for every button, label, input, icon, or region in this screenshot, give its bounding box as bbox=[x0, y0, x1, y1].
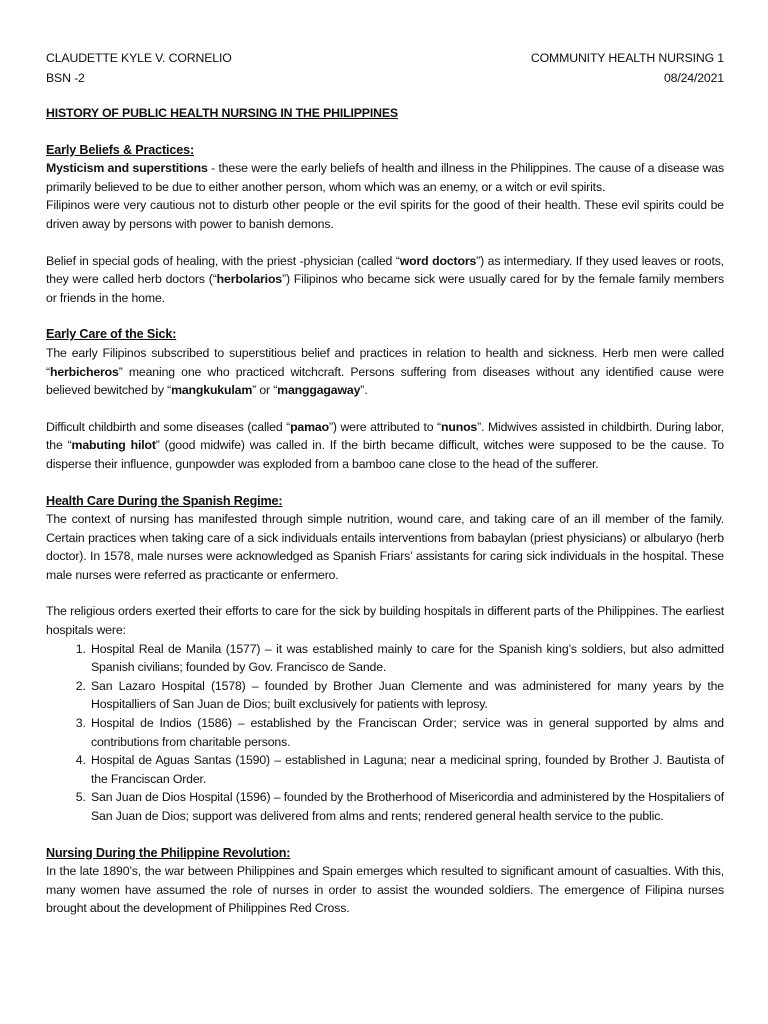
term-mangkukulam: mangkukulam bbox=[171, 383, 253, 398]
heading-early-beliefs: Early Beliefs & Practices: bbox=[46, 142, 195, 157]
heading-revolution: Nursing During the Philippine Revolution: bbox=[46, 845, 291, 860]
term-manggagaway: manggagaway bbox=[277, 383, 361, 398]
early-care-paragraph-2: Difficult childbirth and some diseases (called “pamao”) were attributed to “nunos”. Midwives assisted in childbirth. During labor, the “mabuting hilot” (good midwife) was called in. If the birth became difficult, witches were supposed to be the cause. To disperse their influence, gunpowder was exploded from a bamboo cane close to the head of the sufferer. bbox=[46, 419, 724, 471]
spanish-paragraph-1: The context of nursing has manifested through simple nutrition, wound care, and taking care of an ill member of the family. Certain practices when taking care of a sick individuals entails interventions from babaylan (priest physicians) or albularyo (herb doctor). In 1578, male nurses were acknowledged as Spanish Friars’ assistants for caring sick individuals in the hospital. These male nurses were referred as practicante or enfermero. bbox=[46, 512, 724, 582]
author-name: CLAUDETTE KYLE V. CORNELIO bbox=[46, 51, 232, 65]
list-item: 4. Hospital de Aguas Santas (1590) – established in Laguna; near a medicinal spring, founded by Brother J. Bautista of the Franciscan Order. bbox=[89, 751, 724, 788]
term-herbolarios: herbolarios bbox=[216, 272, 282, 287]
early-beliefs-paragraph-2: Filipinos were very cautious not to disturb other people or the evil spirits for the good of their health. These evil spirits could be driven away by persons with power to banish demons. bbox=[46, 198, 724, 231]
section-label: BSN -2 bbox=[46, 71, 85, 85]
term-pamao: pamao bbox=[290, 419, 329, 434]
term-herbicheros: herbicheros bbox=[49, 364, 119, 379]
term-nunos: nunos bbox=[440, 419, 478, 434]
header-row-1 bbox=[46, 48, 724, 68]
list-item: 1. Hospital Real de Manila (1577) – it was established mainly to care for the Spanish king’s soldiers, but also admitted Spanish civilians; founded by Gov. Francisco de Sande. bbox=[89, 640, 724, 677]
term-mysticism: Mysticism and superstitions bbox=[46, 161, 208, 176]
document-title: HISTORY OF PUBLIC HEALTH NURSING IN THE PHILIPPINES bbox=[46, 106, 398, 120]
early-beliefs-paragraph-3: Belief in special gods of healing, with the priest -physician (called “word doctors”) as intermediary. If they used leaves or roots, they were called herb doctors (“herbolarios”) Filipinos who became sick were usually cared for by the female family members or friends in the home. bbox=[46, 253, 724, 305]
heading-early-care: Early Care of the Sick: bbox=[46, 327, 177, 342]
hospital-list bbox=[46, 640, 724, 826]
list-item: 2. San Lazaro Hospital (1578) – founded by Brother Juan Clemente and was administered for many years by the Hospitalliers of San Juan de Dios; built exclusively for patients with leprosy. bbox=[89, 677, 724, 714]
document-content bbox=[46, 48, 724, 918]
course-title: COMMUNITY HEALTH NURSING 1 bbox=[530, 51, 724, 65]
header-row-2 bbox=[46, 68, 724, 88]
early-beliefs-paragraph-1: Mysticism and superstitions - these were the early beliefs of health and illness in the Philippines. The cause of a disease was primarily believed to be due to either another person, whom which was an enemy, or a witch or evil spirits. bbox=[46, 161, 724, 194]
list-item: 3. Hospital de Indios (1586) – established by the Franciscan Order; service was in general supported by alms and contributions from charitable persons. bbox=[89, 714, 724, 751]
term-mabuting-hilot: mabuting hilot bbox=[71, 438, 156, 453]
heading-spanish-regime: Health Care During the Spanish Regime: bbox=[46, 493, 283, 508]
spanish-paragraph-2: The religious orders exerted their efforts to care for the sick by building hospitals in different parts of the Philippines. The earliest hospitals were: bbox=[46, 604, 724, 638]
revolution-paragraph-1: In the late 1890’s, the war between Philippines and Spain emerges which resulted to significant amount of casualties. With this, many women have assumed the role of nurses in order to assist the wounded soldiers. The emergence of Filipina nurses brought about the development of Philippines Red Cross. bbox=[46, 864, 724, 916]
term-word-doctors: word doctors bbox=[399, 253, 477, 268]
early-care-paragraph-1: The early Filipinos subscribed to superstitious belief and practices in relation to health and sickness. Herb men were called “herbicheros” meaning one who practiced witchcraft. Persons suffering from diseases without any identified cause were believed bewitched by “mangkukulam” or “manggagaway”. bbox=[46, 345, 724, 398]
list-item: 5. San Juan de Dios Hospital (1596) – founded by the Brotherhood of Misericordia and administered by the Hospitaliers of San Juan de Dios; support was delivered from alms and rents; rendered general health service to the public. bbox=[89, 788, 724, 825]
date-label: 08/24/2021 bbox=[663, 71, 724, 85]
